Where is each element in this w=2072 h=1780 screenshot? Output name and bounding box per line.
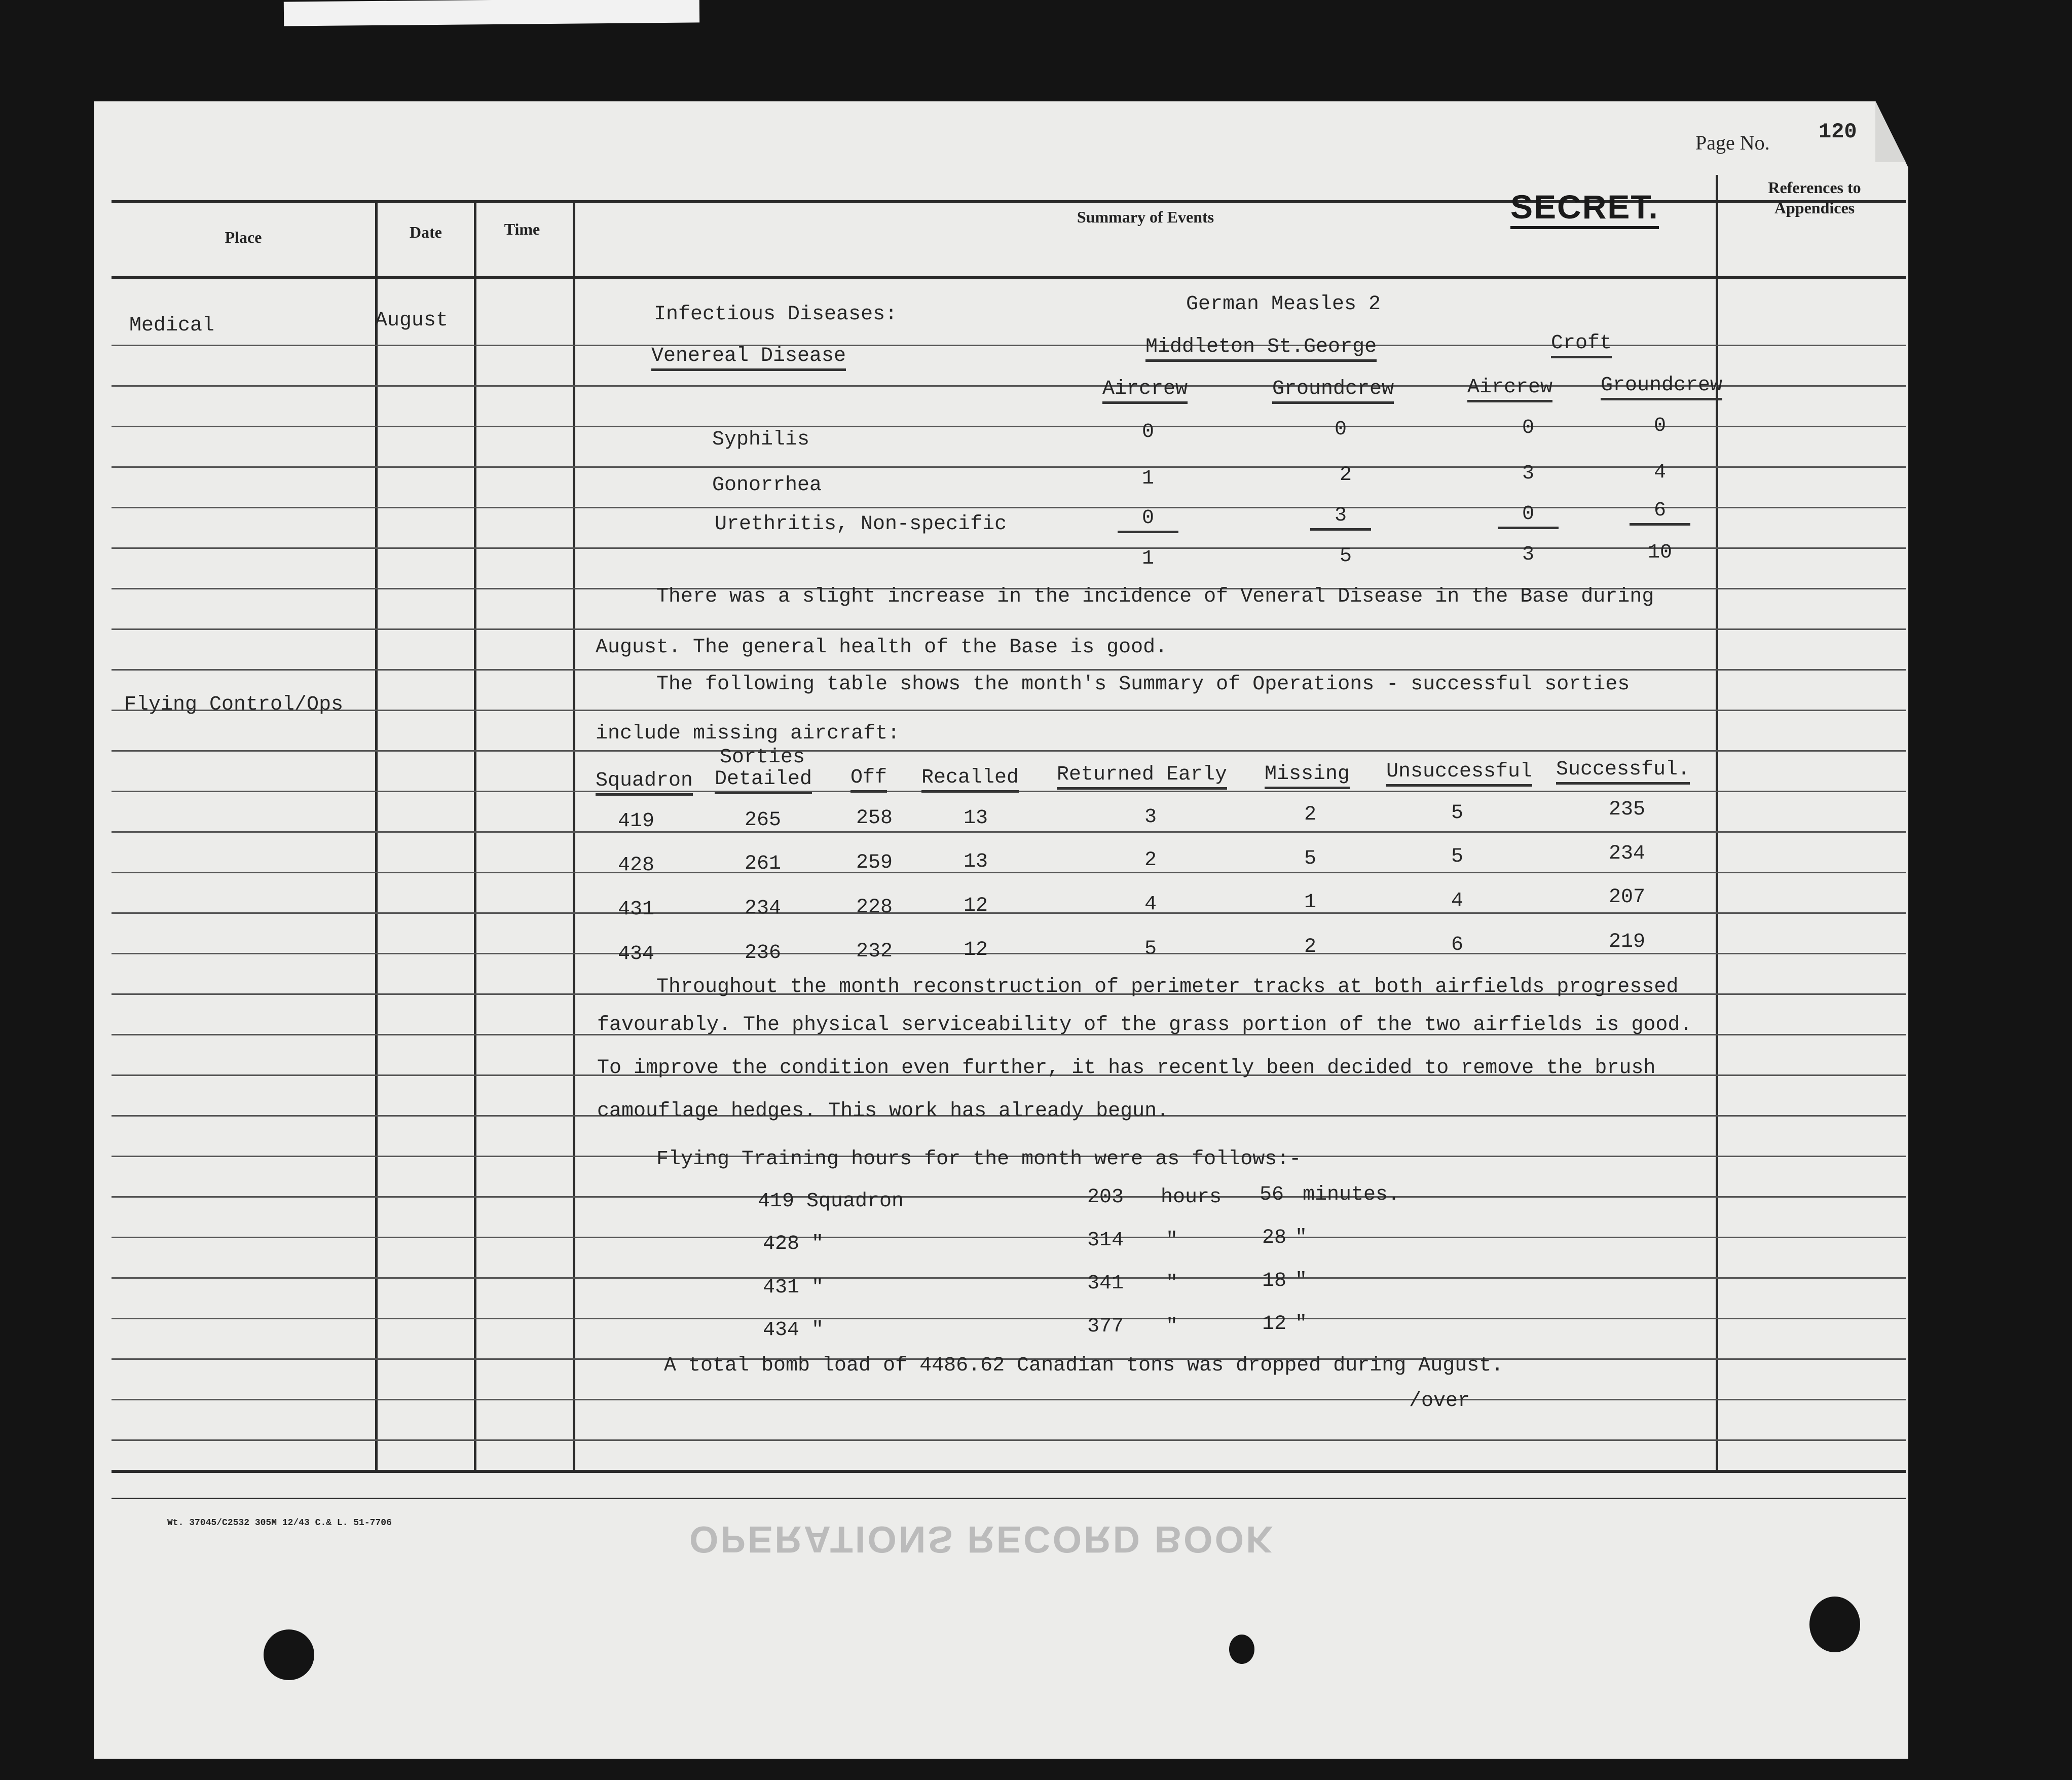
col-groundcrew-1: Groundcrew	[1272, 378, 1394, 404]
disease-row-value: 0	[1498, 503, 1559, 529]
header-time: Time	[504, 220, 540, 238]
col-groundcrew-2: Groundcrew	[1601, 374, 1722, 400]
paper-tab	[284, 0, 699, 26]
folded-corner	[1875, 101, 1906, 162]
date-august: August	[375, 309, 449, 332]
ops-cell-successful: 235	[1608, 798, 1645, 821]
header-references: References to Appendices	[1768, 178, 1861, 217]
training-minutes: 12	[1262, 1313, 1287, 1336]
ops-cell-successful: 234	[1608, 842, 1645, 865]
ruled-line	[112, 912, 1906, 914]
secret-stamp: SECRET.	[1510, 188, 1659, 229]
ops-col-missing: Missing	[1265, 763, 1350, 789]
training-hours-label: "	[1166, 1229, 1178, 1252]
ops-cell-recalled: 12	[963, 895, 988, 917]
infectious-label: Infectious Diseases:	[654, 303, 898, 326]
ops-intro-line1: The following table shows the month's Summary of Operations - successful sorties	[656, 673, 1630, 696]
ops-cell-off: 258	[856, 807, 893, 830]
disease-total: 5	[1339, 545, 1352, 568]
ops-col-off: Off	[850, 766, 887, 793]
ops-cell-off: 228	[856, 896, 893, 919]
ops-cell-recalled: 12	[963, 939, 988, 961]
ruled-line	[112, 1439, 1906, 1441]
ops-col-returned-early: Returned Early	[1057, 763, 1227, 790]
perimeter-paragraph-line: favourably. The physical serviceability of the grass portion of the two airfields is good.	[597, 1014, 1692, 1036]
col-divider-time	[573, 200, 575, 1472]
disease-row-name: Syphilis	[712, 428, 810, 451]
ops-cell-recalled: 13	[963, 850, 988, 873]
ruled-line	[112, 710, 1906, 711]
disease-row-value: 3	[1310, 504, 1371, 531]
disease-row-value: 0	[1334, 418, 1347, 441]
training-minutes-label: "	[1295, 1227, 1308, 1249]
disease-row-value: 0	[1118, 507, 1178, 533]
col-divider-date	[474, 200, 476, 1472]
header-summary: Summary of Events	[1077, 208, 1214, 226]
header-date: Date	[410, 223, 442, 241]
infectious-value: German Measles 2	[1186, 293, 1381, 316]
place-flying-control: Flying Control/Ops	[124, 693, 344, 716]
training-hours: 377	[1087, 1315, 1124, 1338]
header-place: Place	[225, 228, 262, 246]
ops-cell-returned-early: 3	[1144, 806, 1157, 829]
disease-row-value: 4	[1653, 461, 1666, 484]
col-divider-place	[375, 200, 378, 1472]
ops-cell-squadron: 434	[617, 943, 654, 966]
place-medical: Medical	[129, 314, 215, 337]
ops-cell-off: 232	[856, 940, 893, 963]
training-hours: 314	[1087, 1229, 1124, 1252]
print-code: Wt. 37045/C2532 305M 12/43 C.& L. 51-7706	[167, 1518, 392, 1528]
ops-cell-detailed: 261	[744, 852, 781, 875]
training-minutes-label: "	[1295, 1270, 1308, 1292]
col-aircrew-2: Aircrew	[1467, 376, 1552, 402]
ops-cell-missing: 2	[1304, 936, 1316, 958]
ops-cell-detailed: 234	[744, 897, 781, 920]
ruled-line	[112, 1237, 1906, 1238]
disease-row-value: 1	[1141, 467, 1154, 490]
disease-row-value: 2	[1339, 464, 1352, 487]
perimeter-paragraph-line: camouflage hedges. This work has already begun.	[597, 1100, 1169, 1123]
footer-rule	[112, 1498, 1906, 1499]
ops-cell-squadron: 431	[617, 898, 654, 921]
ruled-line	[112, 872, 1906, 873]
disease-row-value: 6	[1630, 499, 1690, 526]
disease-row-value: 3	[1522, 462, 1534, 485]
ops-cell-returned-early: 4	[1144, 893, 1157, 916]
training-minutes-label: minutes.	[1303, 1183, 1400, 1206]
ruled-line	[112, 669, 1906, 671]
disease-total: 10	[1647, 541, 1672, 564]
perimeter-paragraph-line: Throughout the month reconstruction of perimeter tracks at both airfields progressed	[656, 976, 1679, 998]
perimeter-paragraph-line: To improve the condition even further, it has recently been decided to remove the brush	[597, 1057, 1656, 1080]
ops-col-sorties: Sorties	[720, 746, 805, 769]
training-squadron: 431 "	[763, 1276, 824, 1299]
header-bottom-border	[112, 276, 1906, 279]
training-minutes: 28	[1262, 1227, 1287, 1249]
medical-paragraph-line1: There was a slight increase in the incidence of Veneral Disease in the Base during	[656, 585, 1654, 608]
training-minutes: 56	[1260, 1183, 1284, 1206]
disease-total: 1	[1141, 547, 1154, 570]
ruled-line	[112, 1277, 1906, 1279]
disease-row-name: Urethritis, Non-specific	[715, 513, 1007, 536]
ops-cell-unsuccessful: 6	[1451, 934, 1463, 956]
training-minutes-label: "	[1295, 1313, 1308, 1336]
ops-cell-squadron: 428	[617, 854, 654, 877]
record-sheet	[94, 101, 1908, 1759]
col-aircrew-1: Aircrew	[1102, 378, 1188, 404]
punch-hole	[264, 1629, 314, 1680]
ops-cell-detailed: 265	[744, 809, 781, 832]
training-squadron: 428 "	[763, 1233, 824, 1255]
ops-col-squadron: Squadron	[596, 769, 693, 796]
bomb-load-statement: A total bomb load of 4486.62 Canadian tons was dropped during August.	[664, 1354, 1504, 1377]
ruled-line	[112, 345, 1906, 346]
ops-cell-unsuccessful: 5	[1451, 802, 1463, 825]
training-hours: 203	[1087, 1186, 1124, 1209]
ops-cell-unsuccessful: 5	[1451, 845, 1463, 868]
ops-cell-successful: 219	[1608, 931, 1645, 953]
training-minutes: 18	[1262, 1270, 1287, 1292]
training-hours-label: hours	[1161, 1186, 1222, 1209]
ops-cell-missing: 2	[1304, 803, 1316, 826]
ruled-line	[112, 628, 1906, 630]
punch-hole	[1809, 1597, 1860, 1652]
ops-cell-squadron: 419	[617, 810, 654, 833]
disease-row-value: 0	[1653, 415, 1666, 437]
bottom-border	[112, 1470, 1906, 1473]
station-middleton: Middleton St.George	[1145, 336, 1377, 362]
ops-col-unsuccessful: Unsuccessful	[1386, 760, 1532, 787]
disease-row-value: 0	[1522, 417, 1534, 439]
station-croft: Croft	[1551, 332, 1612, 358]
page-number-label: Page No.	[1695, 131, 1770, 154]
continued-over: /over	[1409, 1390, 1470, 1413]
disease-row-name: Gonorrhea	[712, 474, 822, 497]
training-squadron: 419 Squadron	[758, 1190, 904, 1213]
ruled-line	[112, 831, 1906, 833]
ops-cell-unsuccessful: 4	[1451, 889, 1463, 912]
medical-paragraph-line2: August. The general health of the Base is good.	[596, 636, 1168, 659]
ops-cell-detailed: 236	[744, 942, 781, 965]
ruled-line	[112, 1196, 1906, 1198]
ops-cell-missing: 5	[1304, 847, 1316, 870]
training-intro: Flying Training hours for the month were as follows:-	[656, 1148, 1302, 1171]
ops-intro-line2: include missing aircraft:	[596, 722, 900, 745]
ops-cell-off: 259	[856, 851, 893, 874]
training-hours-label: "	[1166, 1272, 1178, 1295]
training-hours-label: "	[1166, 1315, 1178, 1338]
ops-cell-missing: 1	[1304, 891, 1316, 914]
training-squadron: 434 "	[763, 1319, 824, 1342]
ops-cell-returned-early: 5	[1144, 938, 1157, 960]
page-number: 120	[1819, 120, 1857, 144]
training-hours: 341	[1087, 1272, 1124, 1295]
ops-cell-recalled: 13	[963, 807, 988, 830]
ops-cell-successful: 207	[1608, 886, 1645, 909]
ghost-book-title: OPERATIONS RECORD BOOK	[689, 1518, 1275, 1561]
ops-col-recalled: Recalled	[921, 766, 1019, 793]
ruled-line	[112, 750, 1906, 752]
ops-col-successful: Successful.	[1556, 758, 1690, 785]
ruled-line	[112, 1399, 1906, 1400]
disease-total: 3	[1522, 543, 1534, 566]
ops-cell-returned-early: 2	[1144, 849, 1157, 872]
ruled-line	[112, 1318, 1906, 1319]
disease-row-value: 0	[1141, 421, 1154, 443]
ops-col-detailed: Detailed	[715, 768, 812, 794]
punch-hole	[1229, 1635, 1254, 1664]
vd-label: Venereal Disease	[651, 345, 846, 371]
